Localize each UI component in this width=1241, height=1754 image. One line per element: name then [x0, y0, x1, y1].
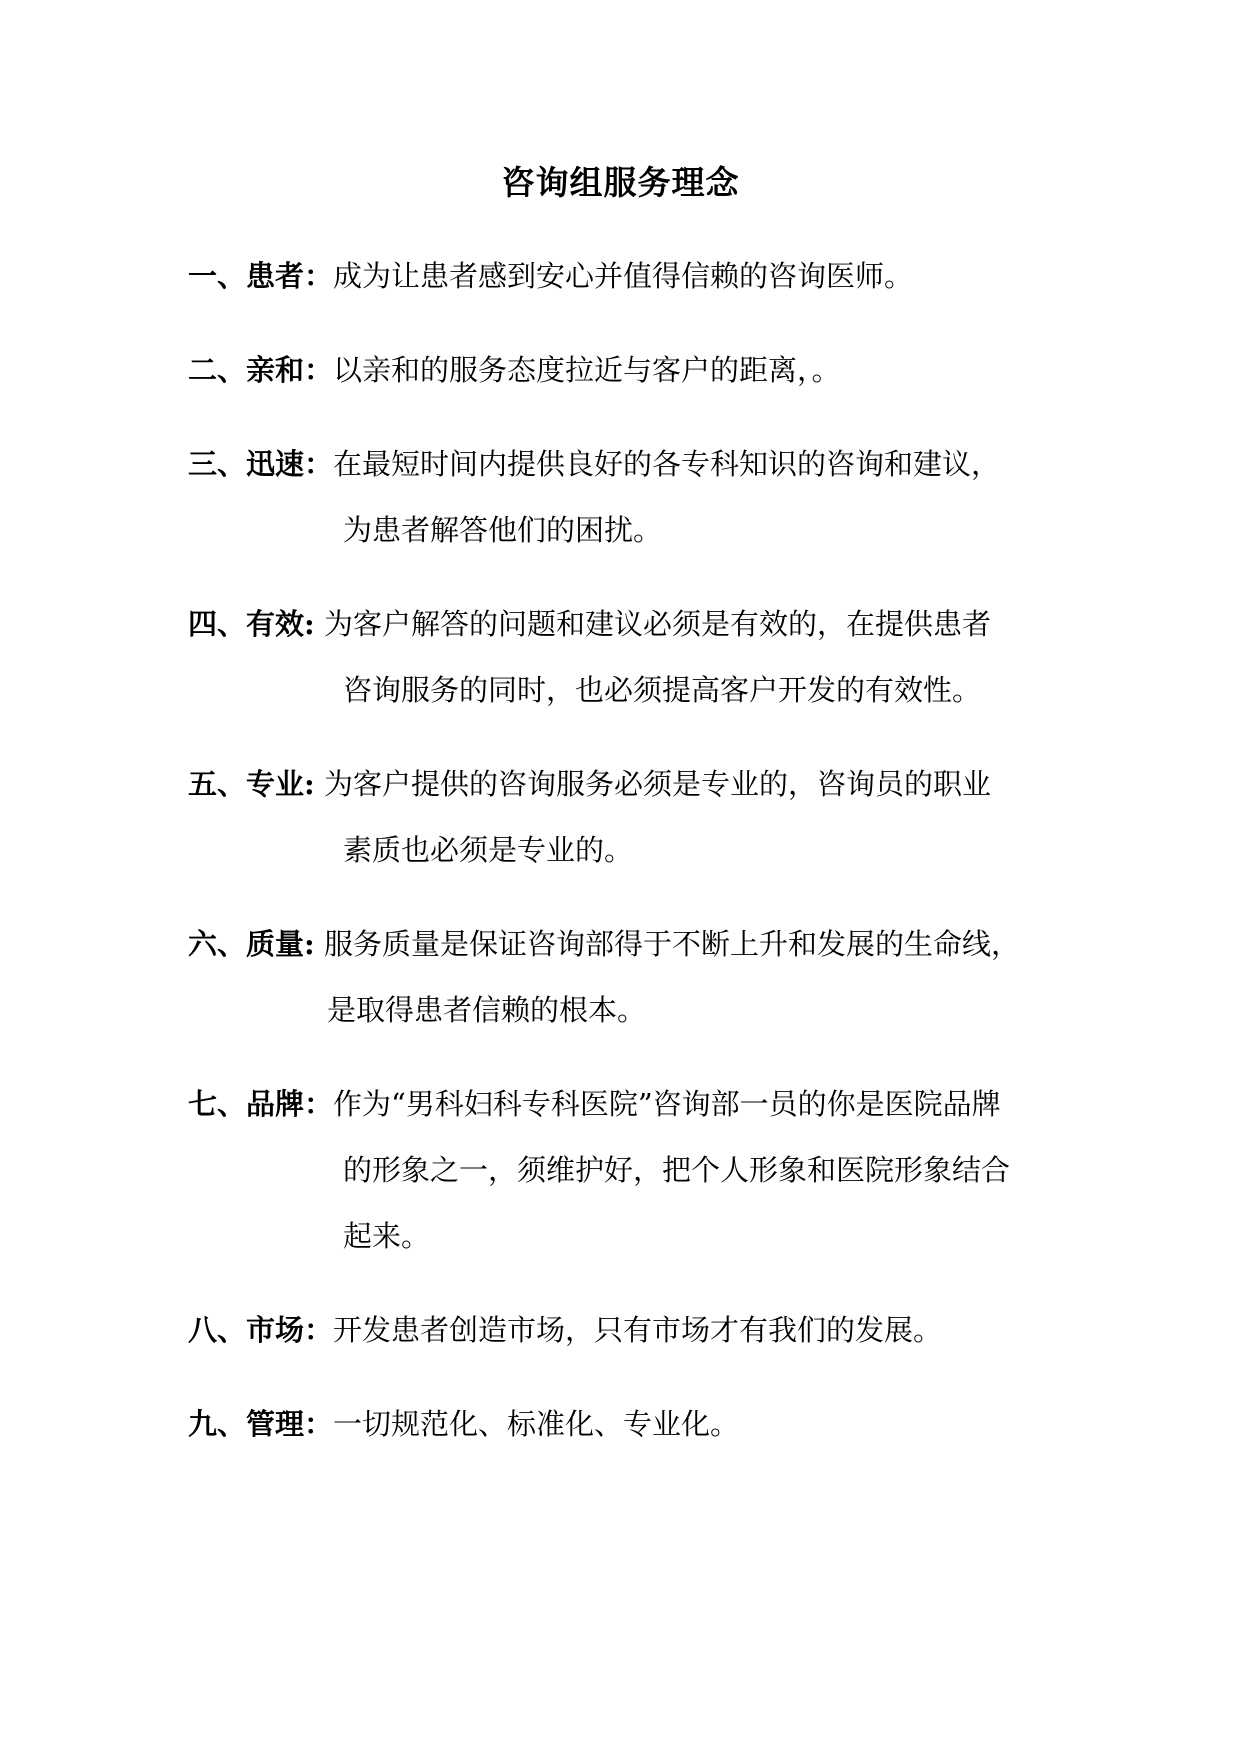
item-separator: ： — [304, 353, 334, 387]
item-affinity — [188, 350, 841, 390]
item-separator: ： — [304, 1087, 334, 1121]
item-text: 为客户解答的问题和建议必须是有效的，在提供患者 — [323, 607, 991, 641]
item-text: 成为让患者感到安心并值得信赖的咨询医师。 — [333, 259, 914, 293]
item-label: 一、患者 — [188, 259, 305, 293]
item-text: 服务质量是保证咨询部得于不断上升和发展的生命线， — [323, 927, 1020, 961]
item-market — [188, 1310, 942, 1350]
item-label: 七、品牌 — [188, 1087, 305, 1121]
item-continuation: 的形象之一，须维护好，把个人形象和医院形象结合 — [343, 1153, 1011, 1187]
item-text: 作为“男科妇科专科医院”咨询部一员的你是医院品牌 — [333, 1087, 1001, 1121]
item-separator: ： — [304, 1407, 334, 1441]
item-separator: ： — [304, 259, 334, 293]
item-continuation: 为患者解答他们的困扰。 — [343, 513, 663, 547]
item-label: 四、有效 — [188, 607, 305, 641]
item-label: 九、管理 — [188, 1407, 305, 1441]
item-separator: ： — [304, 447, 334, 481]
item-separator: : — [304, 607, 315, 641]
item-text: 在最短时间内提供良好的各专科知识的咨询和建议， — [333, 447, 1001, 481]
item-professional — [188, 764, 991, 804]
page-title: 咨询组服务理念 — [501, 163, 740, 202]
item-text: 为客户提供的咨询服务必须是专业的，咨询员的职业 — [323, 767, 991, 801]
item-separator: ： — [304, 1313, 334, 1347]
item-text: 开发患者创造市场，只有市场才有我们的发展。 — [333, 1313, 943, 1347]
item-speed — [188, 444, 1000, 484]
item-text: 以亲和的服务态度拉近与客户的距离，。 — [333, 353, 841, 387]
item-quality — [188, 924, 1020, 964]
item-text: 一切规范化、标准化、专业化。 — [333, 1407, 740, 1441]
item-continuation: 素质也必须是专业的。 — [343, 833, 634, 867]
item-separator: : — [304, 927, 315, 961]
item-patient — [188, 256, 913, 296]
item-label: 二、亲和 — [188, 353, 305, 387]
item-label: 三、迅速 — [188, 447, 305, 481]
item-label: 六、质量 — [188, 927, 305, 961]
item-brand — [188, 1084, 1001, 1124]
item-label: 五、专业 — [188, 767, 305, 801]
item-continuation: 起来。 — [343, 1219, 431, 1253]
item-effective — [188, 604, 991, 644]
item-label: 八、市场 — [188, 1313, 305, 1347]
item-continuation: 是取得患者信赖的根本。 — [327, 993, 647, 1027]
item-management — [188, 1404, 739, 1444]
item-separator: : — [304, 767, 315, 801]
item-continuation: 咨询服务的同时，也必须提高客户开发的有效性。 — [343, 673, 982, 707]
